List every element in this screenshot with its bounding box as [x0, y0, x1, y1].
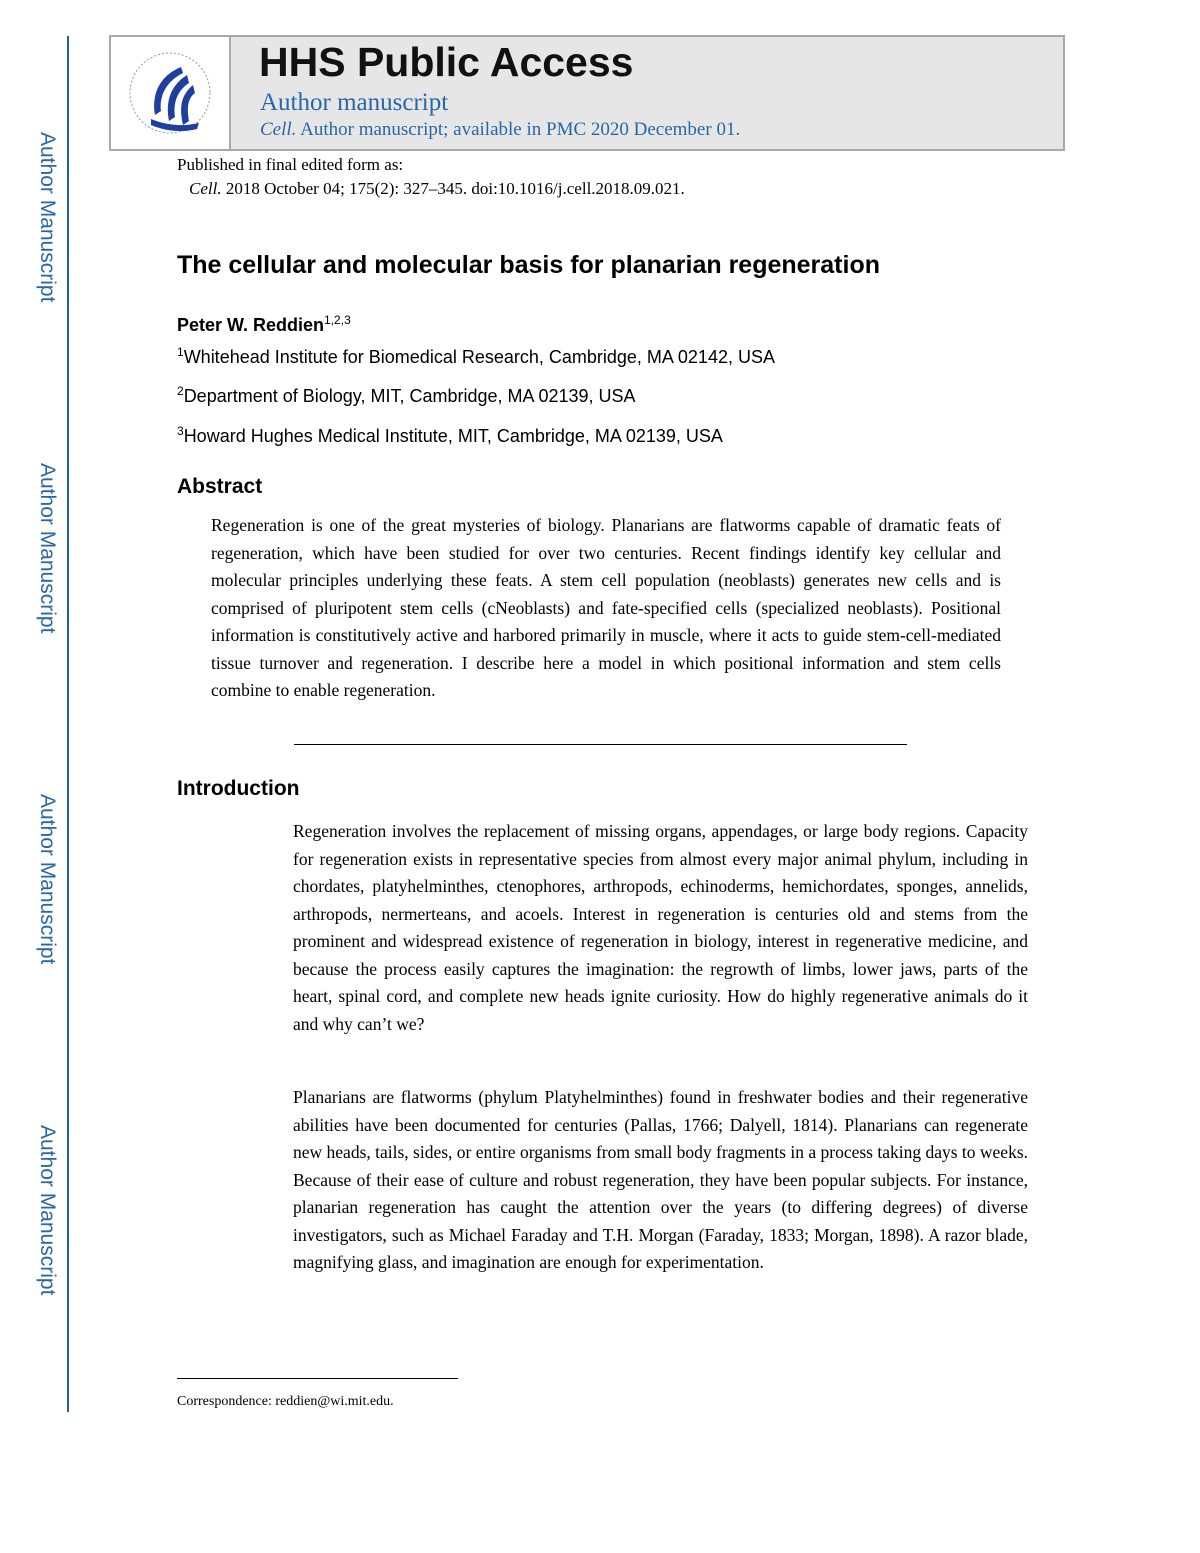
affiliation-num: 1 — [177, 345, 184, 359]
correspondence-footnote: Correspondence: reddien@wi.mit.edu. — [177, 1394, 394, 1409]
author-name: Peter W. Reddien — [177, 315, 325, 335]
hhs-eagle-logo-icon — [121, 45, 219, 141]
affiliation-num: 2 — [177, 384, 184, 398]
affiliation — [177, 384, 636, 407]
header-subtitle: Author manuscript — [260, 89, 449, 116]
citation-journal: Cell. — [189, 179, 222, 198]
citation-details: 2018 October 04; 175(2): 327–345. doi:10.1016/j.cell.2018.09.021. — [221, 179, 685, 198]
header-title: HHS Public Access — [259, 39, 634, 85]
abstract-heading: Abstract — [177, 475, 263, 498]
sidebar-label: Author Manuscript — [36, 1125, 59, 1296]
sidebar-label: Author Manuscript — [36, 463, 59, 634]
abstract-body: Regeneration is one of the great mysteries of biology. Planarians are flatworms capable of dramatic feats of regeneration, which have been studied for over two centuries. Recent findings identify key cellular and molecular principles underlying these feats. A stem cell population (neoblasts) generates new cells and is comprised of pluripotent stem cells (cNeoblasts) and fate-specified cells (specialized neoblasts). Positional information is constitutively active and harbored primarily in muscle, where it acts to guide stem-cell-mediated tissue turnover and regeneration. I describe here a model in which positional information and stem cells combine to enable regeneration. — [211, 515, 1001, 700]
affiliation — [177, 345, 775, 368]
intro-paragraph: Regeneration involves the replacement of missing organs, appendages, or large body regions. Capacity for regeneration exists in representative species from almost every major animal phylum, including in chordates, platyhelminthes, ctenophores, arthropods, echinoderms, hemichordates, sponges, annelids, arthropods, nermerteans, and acoels. Interest in regeneration is centuries old and stems from the prominent and widespread existence of regeneration in biology, interest in regenerative medicine, and because the process easily captures the imagination: the regrowth of limbs, lower jaws, parts of the heart, spinal cord, and complete new heads ignite curiosity. How do highly regenerative animals do it and why can’t we? — [293, 821, 1028, 1034]
abstract-divider — [294, 744, 907, 745]
availability-text: Author manuscript; available in PMC 2020 December 01. — [296, 119, 741, 140]
published-label: Published in final edited form as: — [177, 155, 404, 174]
citation — [189, 179, 685, 199]
affiliation-text: Whitehead Institute for Biomedical Research, Cambridge, MA 02142, USA — [183, 347, 775, 367]
affiliation — [177, 424, 723, 447]
footnote-divider — [177, 1378, 458, 1379]
logo-cell — [111, 37, 231, 149]
intro-paragraph: Planarians are flatworms (phylum Platyhelminthes) found in freshwater bodies and their regenerative abilities have been documented for centuries (Pallas, 1766; Dalyell, 1814). Planarians can regenerate new heads, tails, sides, or entire organisms from small body fragments in a process taking days to weeks. Because of their ease of culture and robust regeneration, they have been popular subjects. For instance, planarian regeneration has caught the attention over the years (to differing degrees) of diverse investigators, such as Michael Faraday and T.H. Morgan (Faraday, 1833; Morgan, 1898). A razor blade, magnifying glass, and imagination are enough for experimentation. — [293, 1087, 1029, 1272]
header-title-cell — [231, 37, 1063, 149]
hhs-header — [109, 35, 1065, 151]
author-line — [177, 313, 351, 336]
affiliation-text: Department of Biology, MIT, Cambridge, MA 02139, USA — [183, 386, 636, 406]
affiliation-num: 3 — [177, 424, 184, 438]
availability-line — [260, 119, 740, 141]
author-affil-sup: 1,2,3 — [324, 313, 351, 327]
affiliation-text: Howard Hughes Medical Institute, MIT, Cambridge, MA 02139, USA — [183, 426, 723, 446]
paper-title: The cellular and molecular basis for planarian regeneration — [177, 251, 880, 279]
introduction-heading: Introduction — [177, 777, 300, 800]
sidebar-label: Author Manuscript — [36, 794, 59, 965]
sidebar-label: Author Manuscript — [36, 132, 59, 303]
availability-journal: Cell. — [260, 119, 297, 140]
